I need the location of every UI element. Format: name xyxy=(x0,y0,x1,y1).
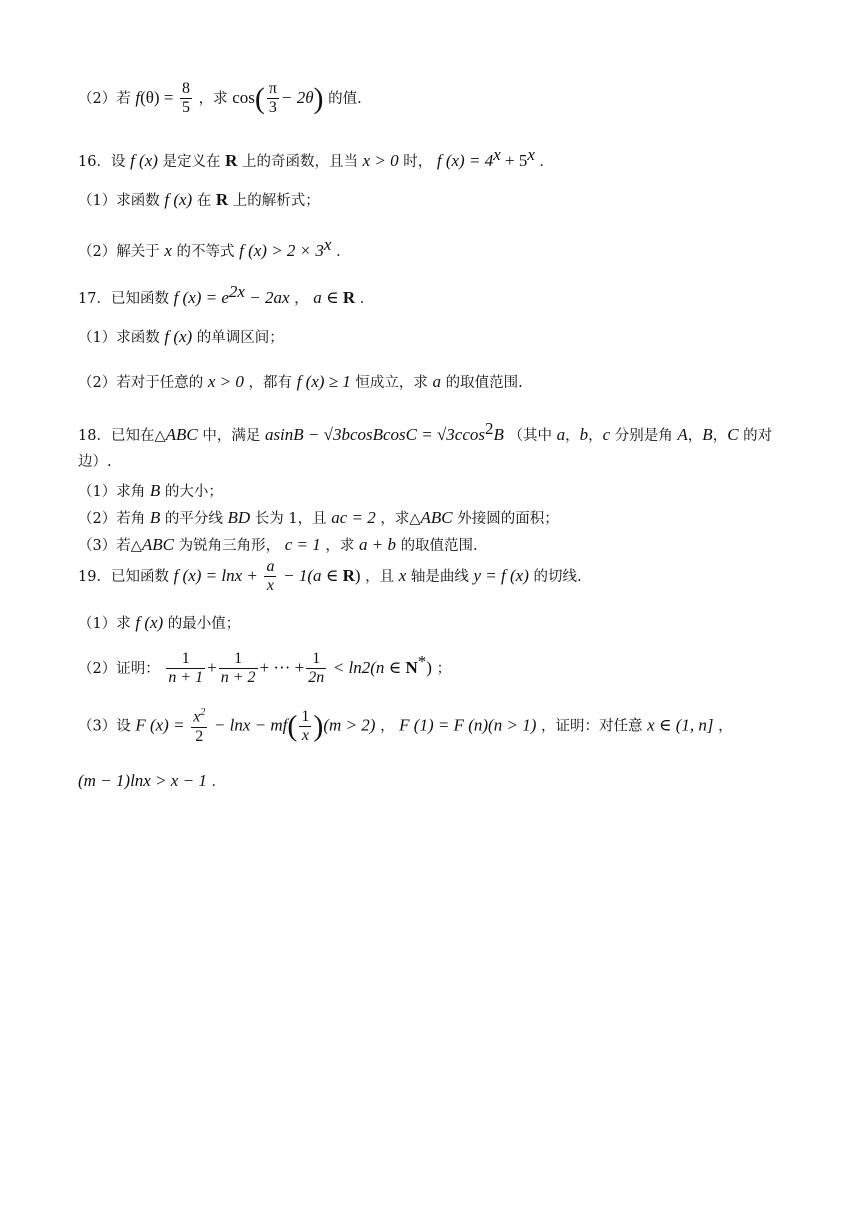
math: f (x) ≥ 1 xyxy=(296,372,351,391)
text: 恒成立，求 xyxy=(355,375,428,391)
q16-stem xyxy=(78,146,554,169)
fraction xyxy=(264,558,276,596)
math: − lnx − mf xyxy=(213,715,288,735)
text: ． xyxy=(336,243,351,260)
q17-stem xyxy=(78,283,374,306)
math: a ∈ xyxy=(313,287,343,307)
label: （2）若 xyxy=(78,90,131,107)
x-var: x xyxy=(193,708,201,726)
fraction xyxy=(299,708,311,746)
math: f (x) xyxy=(164,327,193,346)
denominator: 2n xyxy=(308,669,325,687)
numerator: π xyxy=(267,80,279,99)
text: （2）证明： xyxy=(78,660,160,677)
math: N xyxy=(405,657,418,677)
text: ，且 xyxy=(365,568,395,585)
text: （1）求函数 xyxy=(78,193,160,209)
text: ， xyxy=(294,290,309,307)
text: ，求 xyxy=(198,90,228,107)
math: x ∈ (1, n] xyxy=(647,715,714,735)
fraction xyxy=(306,650,326,688)
q18-stem: 18．已知在△ABC 中，满足 asinB − √3bcosBcosC = √3ccos$^2$B （其中 a，b，c 分别是角 A，B，C 的对 xyxy=(78,419,773,444)
numerator: 1 xyxy=(306,650,326,669)
math: a xyxy=(556,424,566,444)
math: cos xyxy=(232,87,255,107)
q19-stem xyxy=(78,558,582,596)
math: f xyxy=(135,87,141,107)
math: ac = 2 xyxy=(331,508,376,527)
text: （1）求函数 xyxy=(78,330,160,346)
math: x > 0 xyxy=(362,150,399,170)
text: （1）求 xyxy=(78,616,131,632)
denominator: n + 1 xyxy=(168,669,204,687)
superscript: * xyxy=(417,652,427,672)
text: 边）. xyxy=(78,454,112,470)
math: asinB − √3bcosBcosC = √3ccos xyxy=(264,424,486,444)
text: 上的解析式； xyxy=(232,193,320,209)
text: 分别是角 xyxy=(614,427,673,444)
math: + ··· + xyxy=(259,657,305,677)
q19-part3-wrap xyxy=(78,772,226,790)
text: 的对 xyxy=(743,427,773,444)
text: 时， xyxy=(403,153,433,170)
denominator: n + 2 xyxy=(220,669,256,687)
math: ABC xyxy=(165,424,198,444)
math: f (x) = e xyxy=(173,287,229,307)
math: − 2ax xyxy=(244,287,290,307)
math: (m − 1)lnx > x − 1 xyxy=(78,771,207,790)
fraction xyxy=(191,707,207,746)
math: B xyxy=(149,481,161,500)
superscript: 2x xyxy=(228,282,245,301)
math: ) xyxy=(426,657,432,677)
text: 的切线. xyxy=(533,568,582,585)
text: ； xyxy=(436,660,452,677)
fraction xyxy=(267,80,279,118)
math: a xyxy=(432,372,441,391)
math: R xyxy=(215,190,229,209)
text: 为锐角三角形， xyxy=(178,538,281,554)
fraction xyxy=(166,650,205,688)
text: （1）求角 xyxy=(78,484,146,500)
math: b xyxy=(579,424,589,444)
math: f (x) xyxy=(135,613,164,632)
math: (θ) = xyxy=(140,87,174,107)
math: R xyxy=(342,565,355,585)
text: ， xyxy=(380,718,395,735)
text: 的平分线 xyxy=(164,511,223,527)
text: ． xyxy=(539,153,554,170)
denominator: 2 xyxy=(195,727,204,745)
math: − 2θ xyxy=(280,87,314,107)
superscript: 2 xyxy=(485,419,494,438)
math: c xyxy=(602,424,611,444)
text: ． xyxy=(211,774,226,790)
text: （3）设 xyxy=(78,718,131,735)
numerator: 1 xyxy=(166,650,205,669)
math: f (x) = lnx + xyxy=(173,565,258,585)
text: ，证明：对任意 xyxy=(540,718,643,735)
text: ． xyxy=(359,290,375,307)
superscript: x xyxy=(493,145,501,164)
math: C xyxy=(727,424,739,444)
text: 18．已知在△ xyxy=(78,427,166,444)
math: x > 0 xyxy=(207,372,244,391)
numerator xyxy=(191,707,207,728)
text: ， xyxy=(718,718,733,735)
q18-stem-wrap xyxy=(78,455,112,470)
math: y = f (x) xyxy=(473,565,529,585)
math: B xyxy=(149,508,161,527)
text: 的大小； xyxy=(164,484,223,500)
math: f (x) xyxy=(130,150,158,170)
math: R xyxy=(225,150,238,170)
text: 外接圆的面积； xyxy=(457,511,559,527)
text: 17．已知函数 xyxy=(78,290,169,307)
math: ABC xyxy=(420,508,453,527)
math: f (x) xyxy=(164,190,193,209)
math: + 5 xyxy=(500,150,528,170)
math: R xyxy=(342,287,356,307)
text: 中，满足 xyxy=(202,427,261,444)
q17-part1 xyxy=(78,328,284,346)
text: ，求△ xyxy=(380,511,421,527)
text: （2）解关于 xyxy=(78,243,160,260)
q16-part1 xyxy=(78,191,320,209)
text: 是定义在 xyxy=(162,153,221,170)
text: 19．已知函数 xyxy=(78,568,169,585)
q18-part3 xyxy=(78,536,478,554)
text: 长为 1，且 xyxy=(254,511,327,527)
text: （2）若对于任意的 xyxy=(78,375,204,391)
text: 的取值范围. xyxy=(400,538,478,554)
numerator: 1 xyxy=(299,708,311,727)
denominator: 3 xyxy=(268,99,277,117)
q18-part1 xyxy=(78,482,223,500)
numerator: 8 xyxy=(180,80,192,99)
text: （2）若角 xyxy=(78,511,146,527)
math: a + b xyxy=(358,535,396,554)
math: B xyxy=(493,424,504,444)
text: 在 xyxy=(196,193,212,209)
q18-part2 xyxy=(78,509,559,527)
text: （其中 xyxy=(508,427,553,444)
math: ) xyxy=(354,565,361,585)
text: 16．设 xyxy=(78,153,126,170)
numerator: 1 xyxy=(219,650,258,669)
denominator: x xyxy=(266,577,275,595)
denominator: 5 xyxy=(182,99,190,117)
math: (m > 2) xyxy=(323,715,376,735)
q19-part3: （3）设 F (x) = $\frac{x^2}{2}$ − lnx − mf( $\frac{1}{x}$ )(m > 2) ， F (1) = F (n)(n > 1) ，证明：对任意 x ∈ (1, n] ， xyxy=(78,707,733,745)
math: A xyxy=(677,424,688,444)
text: 上的奇函数，且当 xyxy=(242,153,359,170)
fraction xyxy=(219,650,258,688)
q17-part2 xyxy=(78,373,523,391)
math: c = 1 xyxy=(284,535,321,554)
text: （3）若△ xyxy=(78,538,142,554)
q16-part2 xyxy=(78,236,351,259)
math: ABC xyxy=(141,535,174,554)
math: x xyxy=(164,240,172,260)
superscript: x xyxy=(323,235,332,254)
text: 的单调区间； xyxy=(196,330,284,346)
text: ，求 xyxy=(325,538,355,554)
denominator: x xyxy=(301,727,309,745)
q15-part2: （2）若 f(θ) = $\frac{8}{5}$ ，求 cos( $\frac{\pi}{3}$ − 2θ) 的值. xyxy=(78,80,362,117)
fraction xyxy=(180,80,192,118)
text: 的值. xyxy=(328,90,362,107)
math: B xyxy=(702,424,713,444)
numerator: a xyxy=(264,558,276,577)
superscript: x xyxy=(527,145,535,164)
q19-part2: （2）证明： $\frac{1}{n + 1}$ + $\frac{1}{n + 2}$ + ··· + $\frac{1}{2n}$ < ln2(n ∈ N*) ； xyxy=(78,650,452,687)
math: < ln2(n ∈ xyxy=(332,657,406,677)
math: f (x) = 4 xyxy=(436,150,494,170)
text: 的最小值； xyxy=(167,616,241,632)
math: x xyxy=(398,565,407,585)
text: 的取值范围. xyxy=(445,375,523,391)
math: BD xyxy=(227,508,251,527)
q19-part1 xyxy=(78,614,240,632)
superscript: 2 xyxy=(200,707,206,718)
math: F (x) = xyxy=(135,715,185,735)
math: f (x) > 2 × 3 xyxy=(239,240,324,260)
text: 的不等式 xyxy=(176,243,235,260)
math: F (1) = F (n)(n > 1) xyxy=(399,715,537,735)
math: − 1(a ∈ xyxy=(283,565,343,585)
text: 轴是曲线 xyxy=(410,568,469,585)
text: ，都有 xyxy=(248,375,292,391)
